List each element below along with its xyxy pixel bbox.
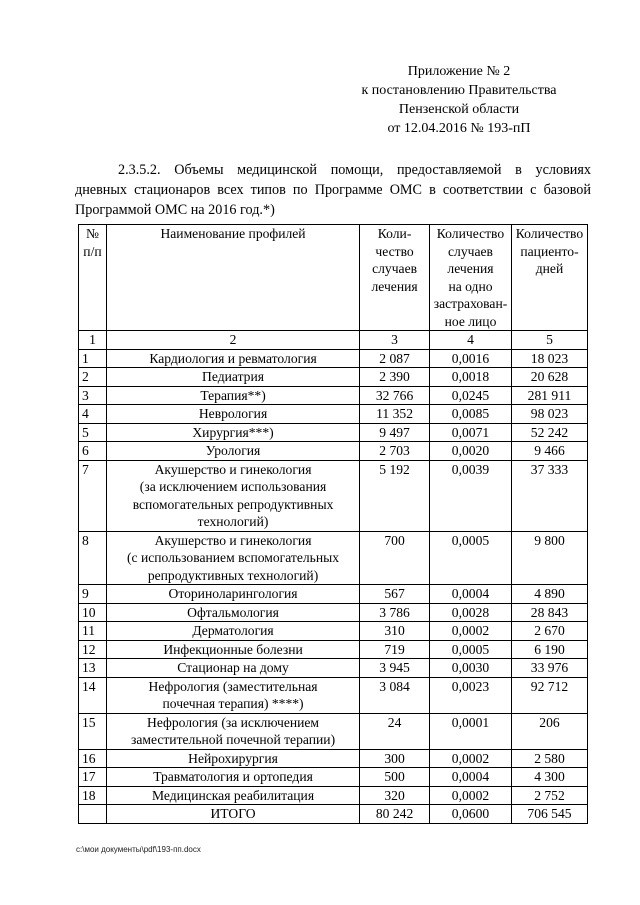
header-text-line: пациенто- (520, 243, 579, 259)
cases-per-insured: 0,0004 (430, 585, 512, 604)
row-number: 7 (79, 460, 107, 531)
cases-count: 24 (360, 713, 430, 749)
column-number: 2 (106, 331, 359, 350)
header-text-line: Наименование профилей (160, 226, 306, 241)
cases-per-insured: 0,0002 (430, 622, 512, 641)
header-text-line: № (85, 226, 99, 241)
volumes-table (78, 224, 588, 824)
header-patient-days (511, 225, 587, 331)
cell-text-line: Нейрохирургия (188, 750, 278, 766)
row-number: 12 (79, 640, 107, 659)
cell-text-line: Инфекционные болезни (163, 641, 303, 657)
cell-text-line: вспомогательных репродуктивных (132, 496, 334, 512)
profile-name (106, 603, 359, 622)
cell-text-line: Нефрология (за исключением (147, 714, 320, 730)
row-number: 13 (79, 659, 107, 678)
profile-name (106, 786, 359, 805)
profile-name (106, 531, 359, 585)
table-row (79, 349, 588, 368)
cases-per-insured: 0,0020 (430, 442, 512, 461)
cell-text-line: почечная терапия) ****) (162, 696, 304, 711)
cell-text-line: технологий) (197, 514, 269, 529)
total-number (79, 805, 107, 824)
row-number: 18 (79, 786, 107, 805)
cases-count: 310 (360, 622, 430, 641)
profile-name (106, 423, 359, 442)
row-number: 11 (79, 622, 107, 641)
cases-per-insured: 0,0018 (430, 368, 512, 387)
total-patient-days: 706 545 (511, 805, 587, 824)
cases-count: 700 (360, 531, 430, 585)
cases-per-insured: 0,0085 (430, 405, 512, 424)
table-row (79, 603, 588, 622)
appendix-date: от 12.04.2016 № 193-пП (387, 121, 531, 136)
total-cases: 80 242 (360, 805, 430, 824)
cell-text-line: (за исключением использования (139, 479, 327, 494)
row-number: 1 (79, 349, 107, 368)
cases-count: 2 703 (360, 442, 430, 461)
row-number: 9 (79, 585, 107, 604)
patient-days: 2 580 (511, 749, 587, 768)
cell-text-line: Дерматология (192, 623, 274, 638)
table-row (79, 622, 588, 641)
appendix-resolution: к постановлению Правительства (361, 83, 557, 98)
profile-name (106, 368, 359, 387)
cases-count: 2 390 (360, 368, 430, 387)
patient-days: 18 023 (511, 349, 587, 368)
column-number: 1 (79, 331, 107, 350)
cases-per-insured: 0,0005 (430, 531, 512, 585)
cell-text-line: Кардиология и ревматология (149, 350, 317, 366)
intro-paragraph (75, 160, 591, 220)
cases-count: 5 192 (360, 460, 430, 531)
cases-count: 3 084 (360, 677, 430, 713)
intro-line-1: 2.3.5.2. Объемы медицинской помощи, предоставляемой в условиях (118, 162, 591, 178)
cases-per-insured: 0,0039 (430, 460, 512, 531)
row-number: 4 (79, 405, 107, 424)
table-row (79, 423, 588, 442)
cell-text-line: заместительной почечной терапии) (130, 732, 336, 747)
row-number: 17 (79, 768, 107, 787)
header-text-line: Количество (436, 226, 505, 241)
table-row (79, 368, 588, 387)
profile-name (106, 749, 359, 768)
table-row (79, 713, 588, 749)
row-number: 5 (79, 423, 107, 442)
appendix-region: Пензенской области (398, 102, 520, 117)
cell-text-line: Медицинская реабилитация (151, 787, 315, 803)
profile-name (106, 713, 359, 749)
header-text-line: Коли- (377, 226, 412, 241)
cases-count: 11 352 (360, 405, 430, 424)
header-text-line: ное лицо (444, 313, 497, 329)
patient-days: 6 190 (511, 640, 587, 659)
cell-text-line: репродуктивных технологий) (147, 567, 319, 583)
cases-count: 320 (360, 786, 430, 805)
table-row (79, 442, 588, 461)
column-number-row (79, 331, 588, 350)
cell-text-line: Терапия**) (200, 387, 266, 403)
cases-per-insured: 0,0002 (430, 749, 512, 768)
row-number: 6 (79, 442, 107, 461)
table-row (79, 659, 588, 678)
patient-days: 4 300 (511, 768, 587, 787)
profile-name (106, 405, 359, 424)
cell-text-line: Оториноларингология (168, 586, 298, 601)
cases-per-insured: 0,0023 (430, 677, 512, 713)
cases-per-insured: 0,0004 (430, 768, 512, 787)
total-row (79, 805, 588, 824)
intro-line-3: Программой ОМС на 2016 год.*) (75, 202, 275, 218)
row-number: 3 (79, 386, 107, 405)
total-label: ИТОГО (106, 805, 359, 824)
header-text-line: на одно (448, 278, 493, 294)
patient-days: 206 (511, 713, 587, 749)
row-number: 15 (79, 713, 107, 749)
cases-per-insured: 0,0002 (430, 786, 512, 805)
profile-name (106, 585, 359, 604)
cell-text-line: Офтальмология (187, 604, 279, 620)
patient-days: 28 843 (511, 603, 587, 622)
cases-per-insured: 0,0028 (430, 603, 512, 622)
cell-text-line: Акушерство и гинекология (154, 532, 312, 548)
table-row (79, 531, 588, 585)
header-cases (360, 225, 430, 331)
profile-name (106, 349, 359, 368)
header-text-line: дней (535, 261, 564, 276)
profile-name (106, 622, 359, 641)
patient-days: 2 670 (511, 622, 587, 641)
file-path-footer: c:\мои документы\pdf\193-пп.docx (76, 845, 201, 854)
cases-count: 3 945 (360, 659, 430, 678)
table-row (79, 640, 588, 659)
patient-days: 9 800 (511, 531, 587, 585)
header-number (79, 225, 107, 331)
cases-count: 3 786 (360, 603, 430, 622)
header-text-line: лечения (371, 278, 418, 294)
cases-per-insured: 0,0005 (430, 640, 512, 659)
table-row (79, 386, 588, 405)
cases-count: 567 (360, 585, 430, 604)
cell-text-line: Хирургия***) (192, 424, 274, 440)
table-row (79, 677, 588, 713)
cell-text-line: Урология (205, 443, 261, 458)
total-cases-per-insured: 0,0600 (430, 805, 512, 824)
header-text-line: случаев (448, 243, 493, 259)
column-number: 4 (430, 331, 512, 350)
cell-text-line: Нефрология (заместительная (148, 678, 318, 694)
header-text-line: Количество (515, 226, 584, 241)
header-text-line: п/п (83, 243, 102, 259)
row-number: 8 (79, 531, 107, 585)
cases-count: 500 (360, 768, 430, 787)
profile-name (106, 442, 359, 461)
cases-count: 9 497 (360, 423, 430, 442)
row-number: 2 (79, 368, 107, 387)
table-row (79, 460, 588, 531)
cell-text-line: Неврология (198, 406, 268, 421)
patient-days: 98 023 (511, 405, 587, 424)
header-cases-per-insured (430, 225, 512, 331)
cell-text-line: Стационар на дому (177, 660, 289, 675)
cell-text-line: Акушерство и гинекология (154, 461, 312, 477)
profile-name (106, 460, 359, 531)
table-row (79, 585, 588, 604)
patient-days: 2 752 (511, 786, 587, 805)
row-number: 14 (79, 677, 107, 713)
row-number: 10 (79, 603, 107, 622)
column-number: 3 (360, 331, 430, 350)
header-text-line: застрахован- (433, 296, 508, 311)
header-text-line: чество (375, 243, 414, 259)
cases-per-insured: 0,0071 (430, 423, 512, 442)
intro-line-2: дневных стационаров всех типов по Программе ОМС в соответствии с базовой (75, 182, 591, 198)
cases-count: 300 (360, 749, 430, 768)
cases-count: 719 (360, 640, 430, 659)
profile-name (106, 386, 359, 405)
profile-name (106, 768, 359, 787)
header-text-line: случаев (372, 261, 418, 276)
cell-text-line: Травматология и ортопедия (153, 769, 313, 784)
cases-count: 2 087 (360, 349, 430, 368)
cell-text-line: Педиатрия (202, 369, 265, 384)
patient-days: 281 911 (511, 386, 587, 405)
header-profile-name (106, 225, 359, 331)
cases-per-insured: 0,0245 (430, 386, 512, 405)
cases-per-insured: 0,0001 (430, 713, 512, 749)
appendix-title: Приложение № 2 (407, 64, 511, 79)
patient-days: 92 712 (511, 677, 587, 713)
row-number: 16 (79, 749, 107, 768)
patient-days: 33 976 (511, 659, 587, 678)
table-row (79, 786, 588, 805)
appendix-block (330, 62, 588, 138)
patient-days: 9 466 (511, 442, 587, 461)
table-header-row (79, 225, 588, 331)
cases-per-insured: 0,0030 (430, 659, 512, 678)
patient-days: 20 628 (511, 368, 587, 387)
cases-per-insured: 0,0016 (430, 349, 512, 368)
profile-name (106, 640, 359, 659)
header-text-line: лечения (447, 261, 494, 276)
table-row (79, 749, 588, 768)
patient-days: 52 242 (511, 423, 587, 442)
cell-text-line: (с использованием вспомогательных (126, 550, 340, 565)
table-row (79, 405, 588, 424)
cases-count: 32 766 (360, 386, 430, 405)
profile-name (106, 659, 359, 678)
profile-name (106, 677, 359, 713)
patient-days: 4 890 (511, 585, 587, 604)
table-row (79, 768, 588, 787)
column-number: 5 (511, 331, 587, 350)
patient-days: 37 333 (511, 460, 587, 531)
